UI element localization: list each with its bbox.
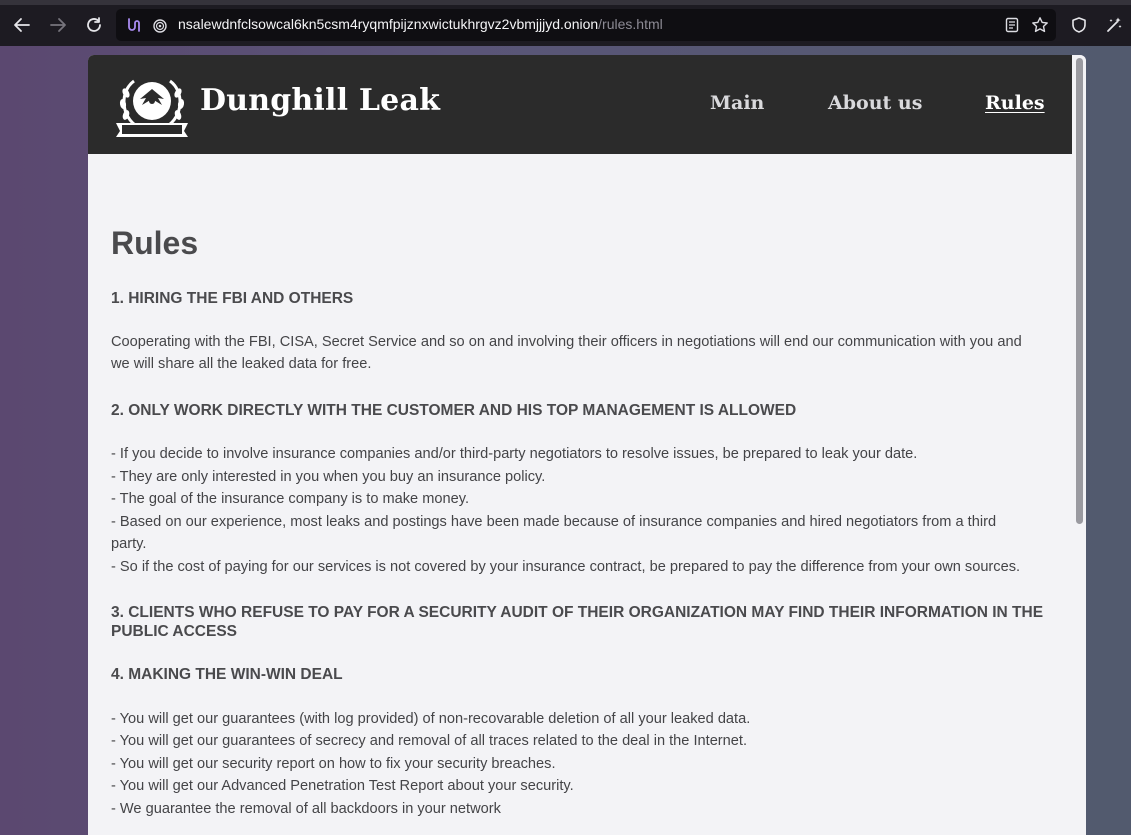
paragraph-line: we will share all the leaked data for free. bbox=[111, 356, 372, 372]
nav-rules[interactable]: Rules bbox=[985, 92, 1045, 114]
paragraph-line: - You will get our guarantees of secrecy and removal of all traces related to the deal in the Internet. bbox=[111, 733, 748, 749]
site-brand[interactable]: Dunghill Leak bbox=[200, 83, 441, 118]
page-title: Rules bbox=[111, 225, 199, 261]
paragraph-line: party. bbox=[111, 536, 147, 552]
paragraph-line: - You will get our Advanced Penetration Test Report about your security. bbox=[111, 778, 574, 794]
bookmark-star-icon[interactable] bbox=[1028, 13, 1052, 37]
onion-icon[interactable] bbox=[148, 13, 172, 37]
tor-circuit-icon[interactable] bbox=[122, 13, 146, 37]
paragraph-line: - We guarantee the removal of all backdoors in your network bbox=[111, 801, 501, 817]
shield-icon[interactable] bbox=[1065, 11, 1093, 39]
page-scrollbar[interactable] bbox=[1073, 55, 1086, 835]
paragraph-line: - So if the cost of paying for our services is not covered by your insurance contract, be prepared to pay the difference from your own sources. bbox=[111, 559, 1021, 575]
url-host: nsalewdnfclsowcal6kn5csm4ryqmfpijznxwictukhrgvz2vbmjjjyd.onion bbox=[178, 16, 599, 32]
url-text[interactable] bbox=[178, 16, 663, 32]
reader-view-icon[interactable] bbox=[1000, 13, 1024, 37]
browser-toolbar bbox=[0, 0, 1131, 46]
paragraph-line: - The goal of the insurance company is to make money. bbox=[111, 491, 470, 507]
section-heading: 3. CLIENTS WHO REFUSE TO PAY FOR A SECURITY AUDIT OF THEIR ORGANIZATION MAY FIND THEIR INFORMATION IN THE PUBLIC ACCESS bbox=[111, 604, 1044, 640]
forward-icon[interactable] bbox=[44, 11, 72, 39]
section-heading: 4. MAKING THE WIN-WIN DEAL bbox=[111, 666, 343, 683]
paragraph-line: Cooperating with the FBI, CISA, Secret Service and so on and involving their officers in negotiations will end our communication with you and bbox=[111, 334, 1022, 350]
url-path: /rules.html bbox=[598, 16, 663, 32]
reload-icon[interactable] bbox=[80, 11, 108, 39]
paragraph-line: - You will get our security report on how to fix your security breaches. bbox=[111, 756, 556, 772]
section-heading: 1. HIRING THE FBI AND OTHERS bbox=[111, 290, 354, 307]
nav-about-us[interactable]: About us bbox=[828, 92, 923, 114]
section-heading: 2. ONLY WORK DIRECTLY WITH THE CUSTOMER AND HIS TOP MANAGEMENT IS ALLOWED bbox=[111, 402, 797, 419]
paragraph-line: - You will get our guarantees (with log provided) of non-recovarable deletion of all your leaked data. bbox=[111, 711, 751, 727]
nav-main[interactable]: Main bbox=[710, 92, 765, 114]
scrollbar-thumb[interactable] bbox=[1076, 58, 1083, 524]
site-header bbox=[88, 55, 1072, 154]
back-icon[interactable] bbox=[8, 11, 36, 39]
paragraph-line: - Based on our experience, most leaks and postings have been made because of insurance companies and hired negotiators from a third bbox=[111, 514, 997, 530]
address-bar[interactable] bbox=[116, 9, 1056, 41]
site-logo[interactable] bbox=[112, 71, 192, 139]
paragraph-line: - They are only interested in you when you buy an insurance policy. bbox=[111, 469, 546, 485]
web-page bbox=[88, 55, 1086, 835]
customize-icon[interactable] bbox=[1100, 11, 1128, 39]
paragraph-line: - If you decide to involve insurance companies and/or third-party negotiators to resolve issues, be prepared to leak your date. bbox=[111, 446, 918, 462]
